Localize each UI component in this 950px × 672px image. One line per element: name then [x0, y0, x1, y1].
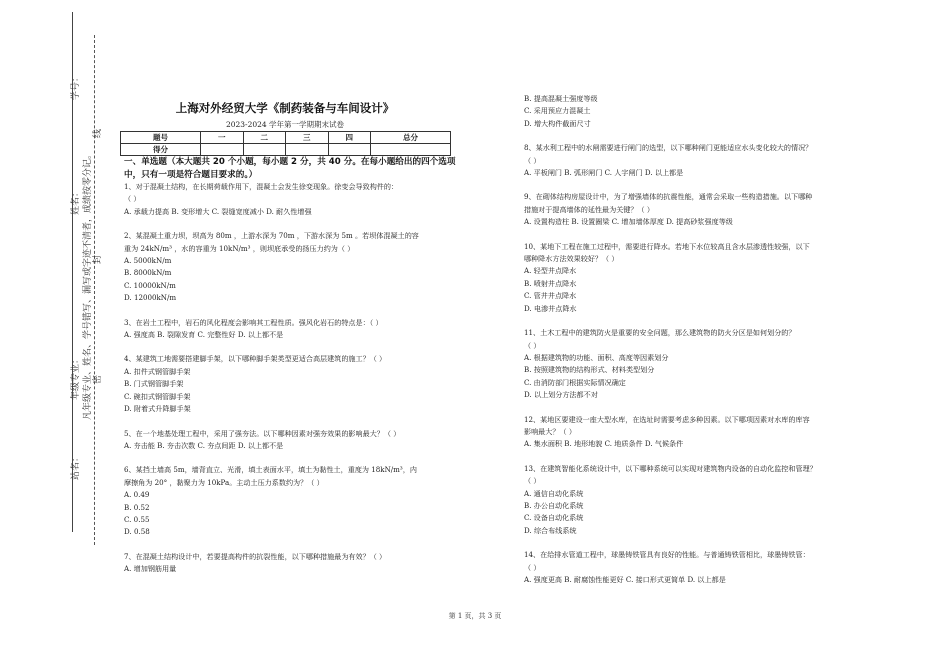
option-line: D. 电渗井点降水: [524, 303, 577, 313]
score-input-cell: [371, 144, 451, 156]
option-line: A. 轻型井点降水: [524, 266, 577, 276]
option-line: D. 以上划分方法都不对: [524, 390, 598, 400]
binding-dashed-line: [94, 35, 95, 545]
option-line: A. 通信自动化系统: [524, 488, 584, 498]
score-cell: 四: [328, 132, 371, 144]
question-text: 措施对于提高墙体的延性最为关键？（ ）: [524, 204, 654, 214]
question-spacer: [524, 229, 869, 241]
option-line: A. 承载力提高 B. 变形增大 C. 裂缝宽度减小 D. 耐久性增强: [124, 206, 312, 216]
option-line: A. 集水面积 B. 地形地貌 C. 地质条件 D. 气候条件: [524, 439, 684, 449]
question-text: 3、在岩土工程中，岩石的风化程度会影响其工程性质。强风化岩石的特点是：（ ）: [124, 317, 383, 327]
question-text: （ ）: [524, 340, 541, 350]
name-label: 姓名：: [71, 187, 81, 215]
score-cell: 题号: [121, 132, 201, 144]
score-cell: 总分: [371, 132, 451, 144]
option-line: B. 办公自动化系统: [524, 500, 584, 510]
question-text: 12、某地区要建设一座大型水库，在选址时需要考虑多种因素。以下哪项因素对水库的库容: [524, 414, 810, 424]
question-item: [524, 241, 869, 315]
question-spacer: [124, 218, 459, 230]
question-spacer: [124, 305, 459, 317]
score-input-cell: [201, 144, 244, 156]
option-line: B. 0.52: [124, 502, 150, 512]
question-text: （ ）: [524, 476, 541, 486]
option-line: D. 附着式升降脚手架: [124, 404, 191, 414]
question-text: 10、某地下工程在施工过程中，需要进行降水。若地下水位较高且含水层渗透性较强，以下: [524, 241, 810, 251]
question-item: [524, 142, 869, 179]
question-text: 哪种降水方法效果较好？（ ）: [524, 254, 619, 264]
option-line: A. 设置构造柱 B. 设置圈梁 C. 增加墙体厚度 D. 提高砂浆强度等级: [524, 217, 733, 227]
question-spacer: [524, 315, 869, 327]
question-text: 6、某挡土墙高 5m，墙背直立、光滑，填土表面水平，填土为黏性土，重度为 18kN/m³，内: [124, 465, 417, 475]
question-text: （ ）: [524, 562, 541, 572]
score-table-header-row: [121, 132, 451, 144]
question-spacer: [524, 451, 869, 463]
question-text: （ ）: [524, 155, 541, 165]
left-question-column: [124, 181, 459, 576]
question-spacer: [124, 452, 459, 464]
question-item: [524, 463, 869, 537]
question-spacer: [524, 179, 869, 191]
question-item: [124, 181, 459, 218]
score-cell: 一: [201, 132, 244, 144]
question-text: 11、土木工程中的建筑防火是重要的安全问题，那么建筑物的防火分区是如何划分的？: [524, 328, 796, 338]
seal-mid-mark: 封: [93, 254, 103, 264]
option-line: D. 增大构件截面尺寸: [524, 118, 591, 128]
question-spacer: [124, 341, 459, 353]
grade-major-label: 年级专业：: [71, 354, 81, 400]
question-item: [124, 353, 459, 415]
option-line: A. 夯击能 B. 夯击次数 C. 夯点间距 D. 以上都不是: [124, 440, 284, 450]
exam-title: 上海对外经贸大学《制药装备与车间设计》: [175, 101, 395, 115]
question-text: 7、在混凝土结构设计中，若要提高构件的抗裂性能，以下哪种措施最为有效？（ ）: [124, 551, 387, 561]
option-line: B. 喷射井点降水: [524, 278, 577, 288]
question-item: [524, 549, 869, 586]
option-line: A. 0.49: [124, 490, 150, 500]
option-line: A. 强度更高 B. 耐腐蚀性能更好 C. 接口形式更简单 D. 以上都是: [524, 575, 726, 584]
question-item: [124, 428, 459, 453]
option-line: C. 10000kN/m: [124, 280, 176, 290]
question-text: 摩擦角为 20° ，黏聚力为 10kPa。主动土压力系数约为？（ ）: [124, 477, 324, 487]
question-text: 13、在建筑智能化系统设计中，以下哪种系统可以实现对建筑物内设备的自动化监控和管理？: [524, 463, 817, 473]
question-item: [524, 191, 869, 228]
score-cell: 得分: [121, 144, 201, 156]
section-heading: 一、单选题（本大题共 20 个小题，每小题 2 分，共 40 分。在每小题给出的四个选项中，只有一项是符合题目要求的。）: [124, 157, 456, 180]
option-line: A. 扣件式钢管脚手架: [124, 366, 191, 376]
question-text: 影响最大？（ ）: [524, 426, 576, 436]
question-text: 9、在砌体结构房屋设计中，为了增强墙体的抗震性能，通常会采取一些构造措施。以下哪种: [524, 192, 813, 202]
option-line: B. 提高混凝土强度等级: [524, 94, 598, 103]
option-line: D. 0.58: [124, 527, 150, 537]
option-line: D. 综合布线系统: [524, 525, 577, 535]
option-line: A. 增加钢筋用量: [124, 564, 177, 574]
option-line: C. 碗扣式钢管脚手架: [124, 391, 191, 401]
option-line: C. 采用预应力混凝土: [524, 106, 591, 116]
question-item: [124, 317, 459, 342]
question-item: [524, 414, 869, 451]
question-text: （ ）: [124, 194, 141, 204]
option-line: C. 由消防部门根据实际情况确定: [524, 377, 626, 387]
student-id-label: 学号：: [71, 72, 81, 100]
option-line: B. 8000kN/m: [124, 268, 172, 278]
question-item: [124, 230, 459, 304]
option-line: D. 12000kN/m: [124, 293, 177, 303]
question-text: 重为 24kN/m³ ，水的容重为 10kN/m³ ，则坝底承受的扬压力约为（ ）: [124, 243, 355, 253]
question-text: 8、某水利工程中的水闸需要进行闸门的选型，以下哪种闸门更能适应水头变化较大的情况？: [524, 143, 813, 153]
score-input-cell: [286, 144, 329, 156]
score-table: [120, 131, 451, 156]
question-text: 14、在给排水管道工程中，球墨铸铁管具有良好的性能。与普通铸铁管相比，球墨铸铁管：: [524, 550, 810, 560]
question-text: 1、对于混凝土结构，在长期荷载作用下，混凝土会发生徐变现象。徐变会导致构件的：: [124, 182, 399, 191]
question-text: 4、某建筑工地需要搭建脚手架，以下哪种脚手架类型更适合高层建筑的施工？（ ）: [124, 354, 387, 364]
seal-mark: 密: [93, 374, 103, 384]
page-footer: 第 1 页，共 3 页: [448, 612, 502, 620]
score-cell: 三: [286, 132, 329, 144]
question-spacer: [124, 539, 459, 551]
question-item: [124, 464, 459, 538]
score-input-cell: [243, 144, 286, 156]
option-line: C. 0.55: [124, 514, 150, 524]
option-line: A. 5000kN/m: [124, 256, 172, 266]
venue-label: 站名：: [71, 452, 81, 480]
question-spacer: [124, 416, 459, 428]
question-spacer: [524, 402, 869, 414]
question-text: 5、在一个地基处理工程中，采用了强夯法。以下哪种因素对强夯效果的影响最大？（ ）: [124, 428, 401, 438]
question-spacer: [524, 130, 869, 142]
question-item: [124, 551, 459, 576]
option-line: A. 根据建筑物的功能、面积、高度等因素划分: [524, 352, 669, 362]
score-table-score-row: [121, 144, 451, 156]
exam-subtitle: 2023-2024 学年第一学期期末试卷: [225, 120, 345, 129]
option-line: B. 按照建筑物的结构形式、材料类型划分: [524, 365, 655, 375]
option-line: A. 平板闸门 B. 弧形闸门 C. 人字闸门 D. 以上都是: [524, 168, 684, 178]
question-spacer: [524, 537, 869, 549]
binding-warning: 凡年级专业、姓名、学号错写、漏写或字迹不清者，成绩按零分记。: [83, 149, 93, 420]
score-cell: 二: [243, 132, 286, 144]
score-input-cell: [328, 144, 371, 156]
seal-line-mark: 线: [93, 128, 103, 138]
option-line: A. 强度高 B. 裂隙发育 C. 完整性好 D. 以上都不是: [124, 330, 284, 340]
right-question-column: [524, 93, 869, 586]
question-text: 2、某混凝土重力坝，坝高为 80m ，上游水深为 70m ，下游水深为 5m 。若坝体混凝土的容: [124, 231, 419, 241]
question-item: [524, 327, 869, 401]
option-line: B. 门式钢管脚手架: [124, 379, 184, 389]
option-line: C. 管井井点降水: [524, 291, 577, 301]
option-line: C. 设备自动化系统: [524, 513, 584, 523]
